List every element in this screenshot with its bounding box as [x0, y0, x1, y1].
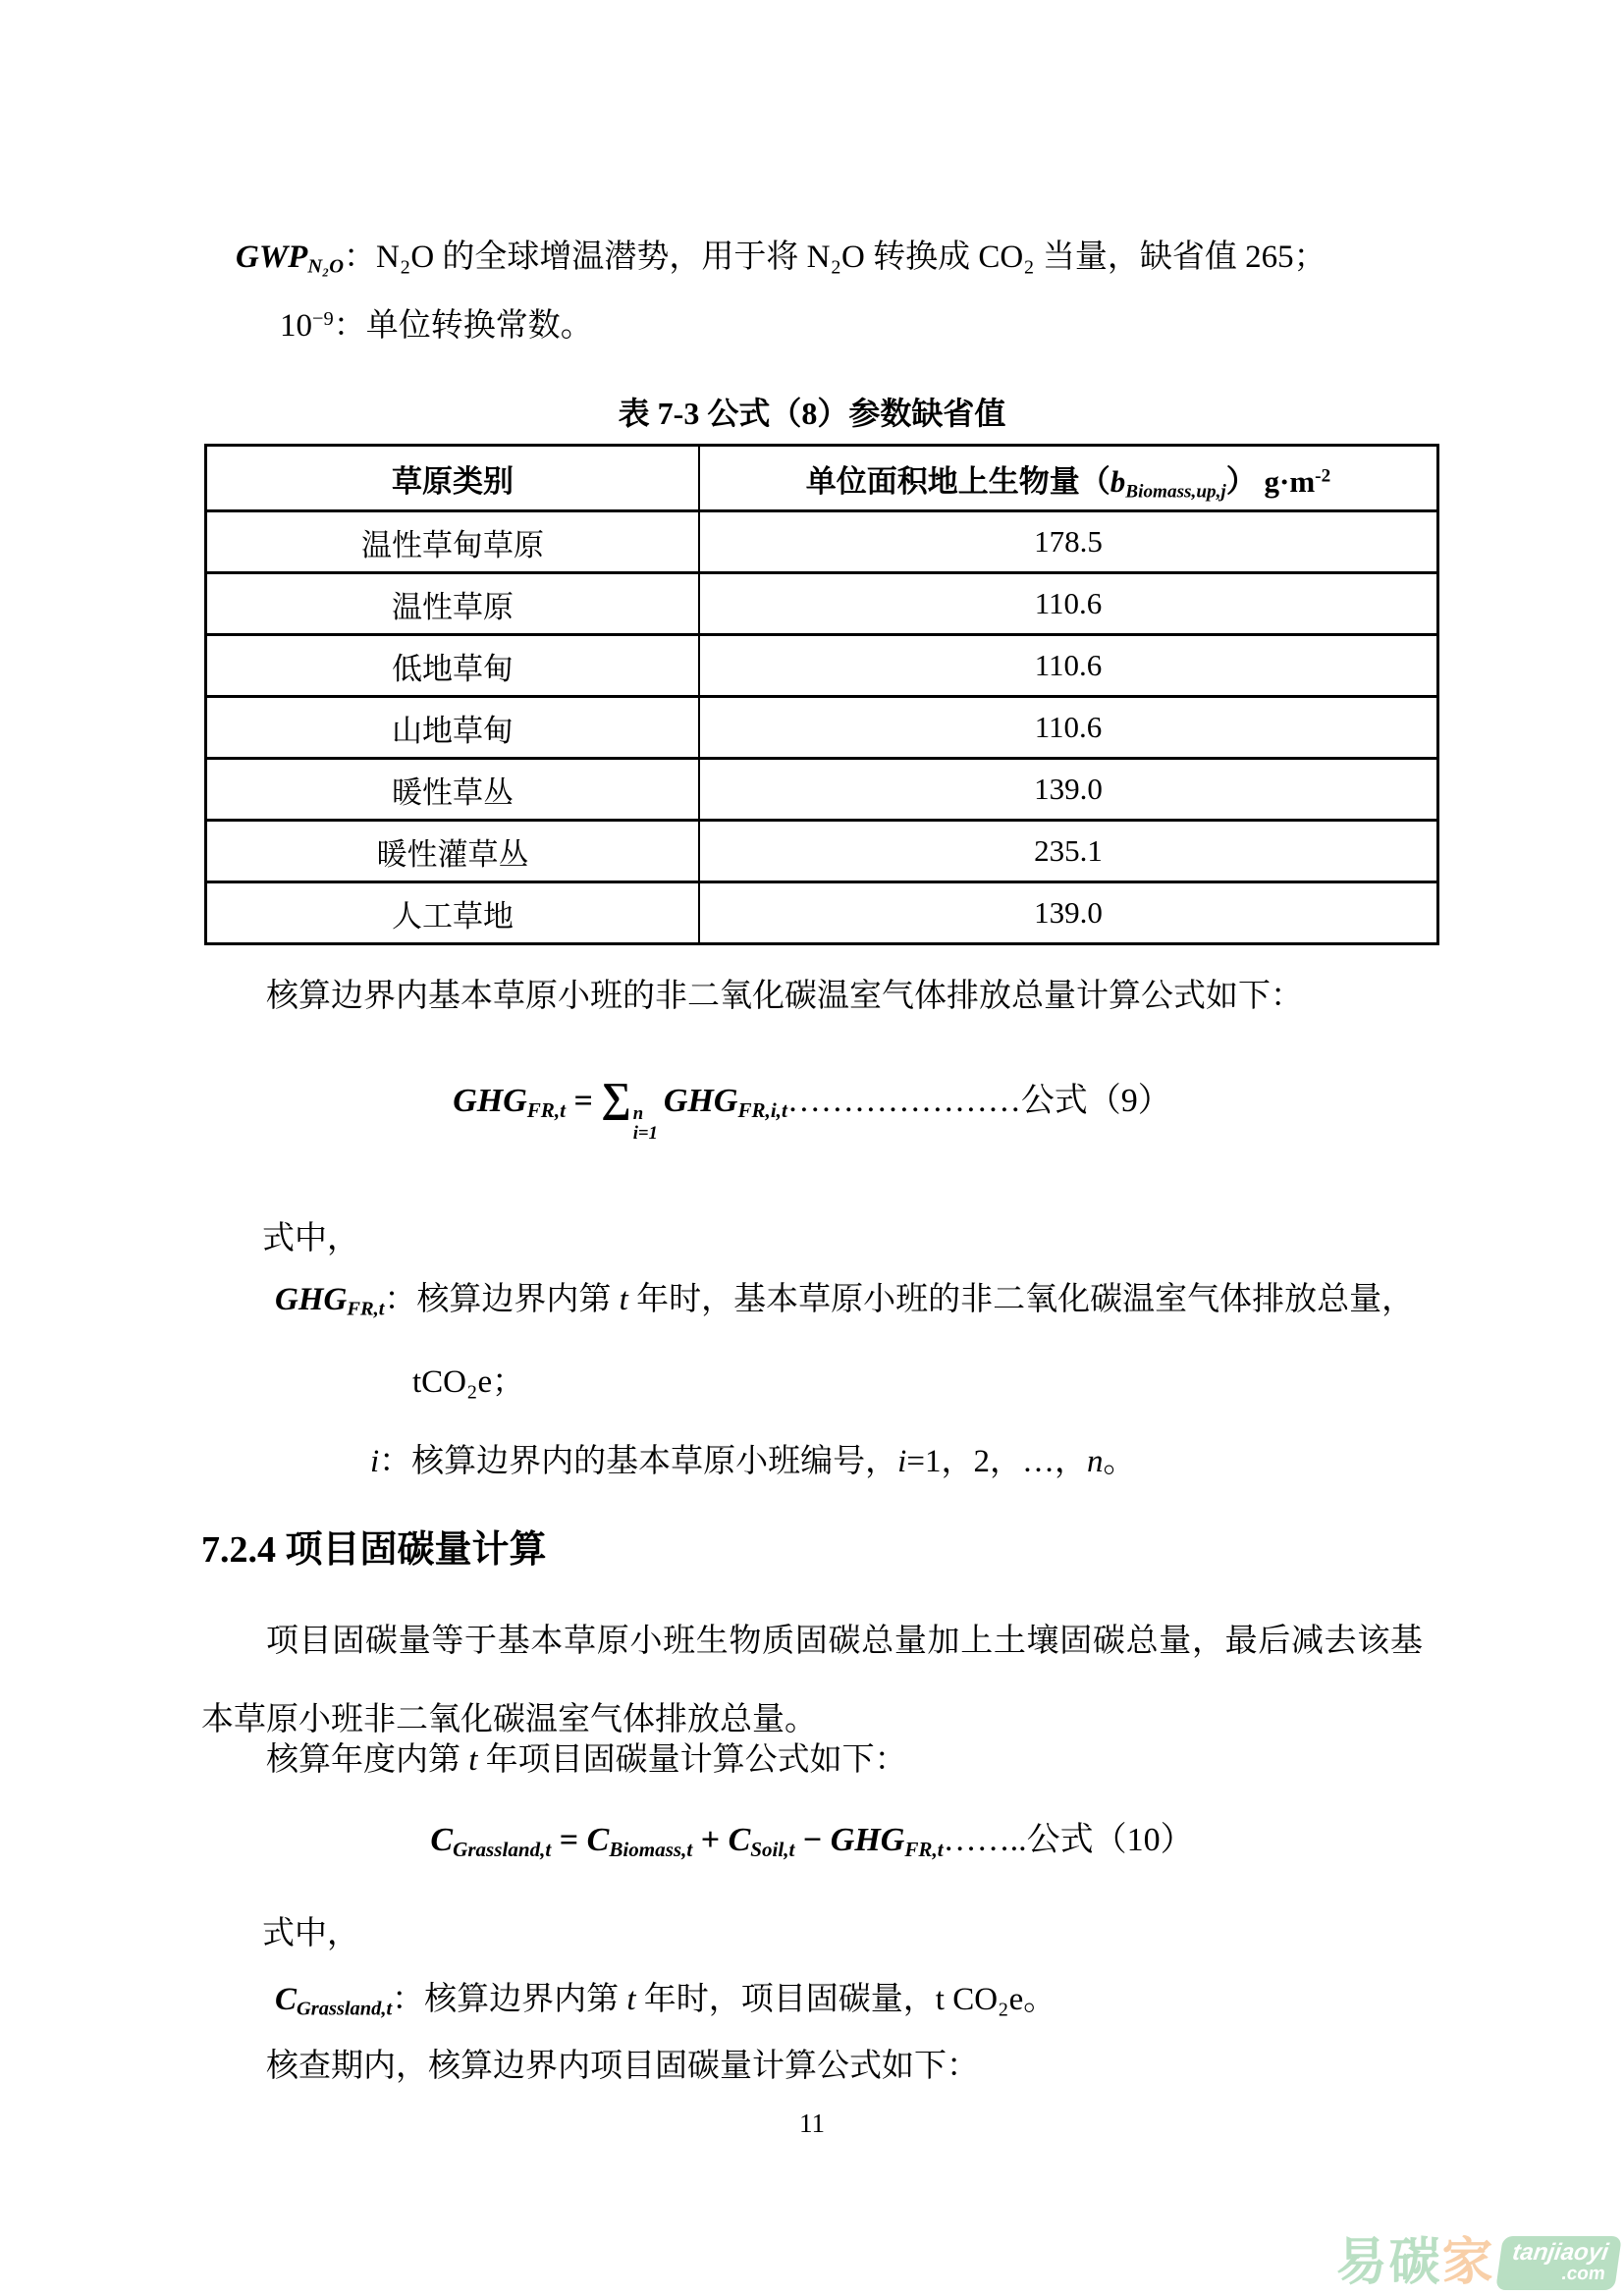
- section-heading-724: 7.2.4 项目固碳量计算: [201, 1529, 547, 1571]
- table-row: [206, 635, 1438, 697]
- grassland-category-cell: 人工草地: [206, 882, 699, 944]
- table-row: [206, 697, 1438, 759]
- ghg-definition-line1: [201, 1258, 1423, 1341]
- biomass-value-cell: 139.0: [699, 882, 1438, 944]
- definition-ghg: [201, 1258, 1423, 1423]
- gwp-description: N₂O 的全球增温潜势，用于将 N₂O 转换成 CO₂ 当量，缺省值 265；: [376, 240, 1326, 275]
- definition-c-grassland: [201, 1958, 1423, 2041]
- grassland-category-cell: 暖性灌草丛: [206, 821, 699, 882]
- watermark-text-orange: 家: [1441, 2234, 1493, 2291]
- column-header-grassland-category: 草原类别: [206, 446, 699, 511]
- ghg-description: 核算边界内第 t 年时，基本草原小班的非二氧化碳温室气体排放总量，: [416, 1282, 1415, 1317]
- table-row: [206, 882, 1438, 944]
- gwp-symbol: $GWP_{N_2O}$：: [236, 240, 376, 278]
- c-grassland-description: 核算边界内第 t 年时，项目固碳量，t CO₂e。: [424, 1982, 1056, 2017]
- formula-9: $GHG_{FR,t}$ = ∑ n i=1 $GHG_{FR,i,t}\dots\dots\dots\dots\dots\dots\dots$公式（9）: [453, 1075, 1171, 1145]
- watermark-text-green: 易碳: [1335, 2234, 1442, 2291]
- table-row: [206, 511, 1438, 573]
- grassland-category-cell: 温性草甸草原: [206, 511, 699, 573]
- table-caption: 表 7-3 公式（8）参数缺省值: [618, 396, 1006, 431]
- unit-constant-symbol: $10^{-9}$：: [280, 307, 366, 344]
- paragraph-verification-intro: 核查期内，核算边界内项目固碳量计算公式如下：: [266, 2049, 979, 2084]
- definition-subplot-index: [201, 1420, 1423, 1503]
- table-row: [206, 759, 1438, 821]
- biomass-value-cell: 110.6: [699, 573, 1438, 635]
- biomass-parameter-table: [204, 444, 1439, 945]
- formula-10: $C_{Grassland,t} = C_{Biomass,t} + C_{Soil,t}$ − $GHG_{FR,t}\dots\dots$..公式（10）: [430, 1822, 1194, 1861]
- unit-constant-description: 单位转换常数。: [365, 308, 593, 344]
- index-description: 核算边界内的基本草原小班编号，i=1，2，…，n。: [411, 1444, 1136, 1479]
- watermark-logo: [1336, 2220, 1618, 2294]
- grassland-category-cell: 暖性草丛: [206, 759, 699, 821]
- where-label-10: 式中，: [262, 1916, 359, 1951]
- paragraph-emission-formula-intro: 核算边界内基本草原小班的非二氧化碳温室气体排放总量计算公式如下：: [266, 979, 1303, 1014]
- ghg-symbol: $GHG_{FR,t}$：: [275, 1282, 417, 1320]
- page-number: 11: [799, 2109, 825, 2138]
- biomass-value-cell: 235.1: [699, 821, 1438, 882]
- index-symbol: i：: [370, 1444, 412, 1479]
- column-header-aboveground-biomass: 单位面积地上生物量$(b_{Biomass,up,j})$ $g\cdot m^{-2}$: [699, 446, 1438, 511]
- watermark-badge-domain: tanjiaoyi: [1510, 2238, 1610, 2266]
- grassland-category-cell: 低地草甸: [206, 635, 699, 697]
- biomass-value-cell: 178.5: [699, 511, 1438, 573]
- biomass-value-cell: 110.6: [699, 635, 1438, 697]
- grassland-category-cell: 山地草甸: [206, 697, 699, 759]
- where-label-9: 式中，: [262, 1221, 359, 1256]
- definition-unit-constant-line: [201, 301, 1423, 350]
- watermark-badge: [1495, 2236, 1622, 2290]
- c-grassland-symbol: $C_{Grassland,t}$：: [275, 1982, 425, 2020]
- table-row: [206, 573, 1438, 635]
- watermark-badge-tld: .com: [1559, 2264, 1606, 2285]
- paragraph-annual-formula-intro: 核算年度内第 t 年项目固碳量计算公式如下：: [266, 1742, 907, 1778]
- paragraph-project-carbon: 项目固碳量等于基本草原小班生物质固碳总量加上土壤固碳总量，最后减去该基本草原小班非二氧化碳温室气体排放总量。: [201, 1624, 1423, 1737]
- biomass-value-cell: 110.6: [699, 697, 1438, 759]
- table-header-row: [206, 446, 1438, 511]
- grassland-category-cell: 温性草原: [206, 573, 699, 635]
- table-row: [206, 821, 1438, 882]
- definition-gwp-line: [201, 233, 1423, 282]
- ghg-definition-unit: tCO₂e；: [412, 1364, 525, 1400]
- biomass-value-cell: 139.0: [699, 759, 1438, 821]
